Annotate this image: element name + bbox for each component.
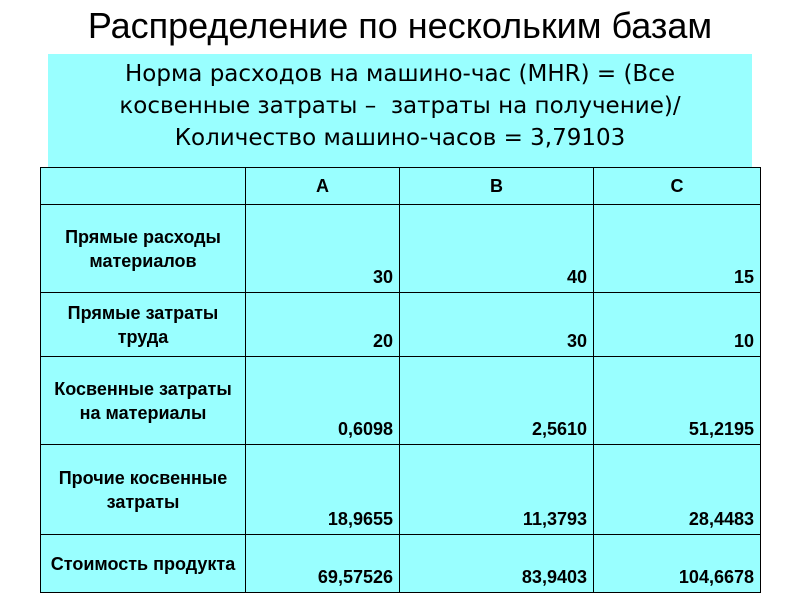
table-header-row [41, 168, 761, 205]
table-cell: 0,6098 [246, 357, 400, 445]
table-row [41, 205, 761, 293]
table-cell: 104,6678 [594, 535, 761, 593]
row-label-direct-labor: Прямые затраты труда [41, 293, 246, 357]
row-label-other-indirect: Прочие косвенные затраты [41, 445, 246, 535]
row-label-product-cost: Стоимость продукта [41, 535, 246, 593]
table-cell: 10 [594, 293, 761, 357]
header-column-c: C [594, 168, 761, 205]
table-cell: 51,2195 [594, 357, 761, 445]
table-cell: 28,4483 [594, 445, 761, 535]
table-cell: 69,57526 [246, 535, 400, 593]
table-row [41, 293, 761, 357]
row-label-direct-materials: Прямые расходы материалов [41, 205, 246, 293]
formula-box [48, 54, 752, 171]
table-cell: 18,9655 [246, 445, 400, 535]
formula-text: Норма расходов на машино-час (MHR) = (Все косвенные затраты – затраты на получение)/Количество машино-часов = 3,79103 [119, 61, 683, 151]
table-cell: 20 [246, 293, 400, 357]
slide-title: Распределение по нескольким базам [87, 5, 713, 46]
table-cell: 83,9403 [400, 535, 594, 593]
table-row [41, 357, 761, 445]
row-label-indirect-materials: Косвенные затраты на материалы [41, 357, 246, 445]
header-corner-cell [41, 168, 246, 205]
table-cell: 40 [400, 205, 594, 293]
table-cell: 30 [400, 293, 594, 357]
table-cell: 2,5610 [400, 357, 594, 445]
header-column-b: B [400, 168, 594, 205]
table-cell: 30 [246, 205, 400, 293]
header-column-a: A [246, 168, 400, 205]
cost-allocation-table [40, 167, 761, 593]
table-cell: 11,3793 [400, 445, 594, 535]
table-row [41, 535, 761, 593]
table-cell: 15 [594, 205, 761, 293]
table-row [41, 445, 761, 535]
